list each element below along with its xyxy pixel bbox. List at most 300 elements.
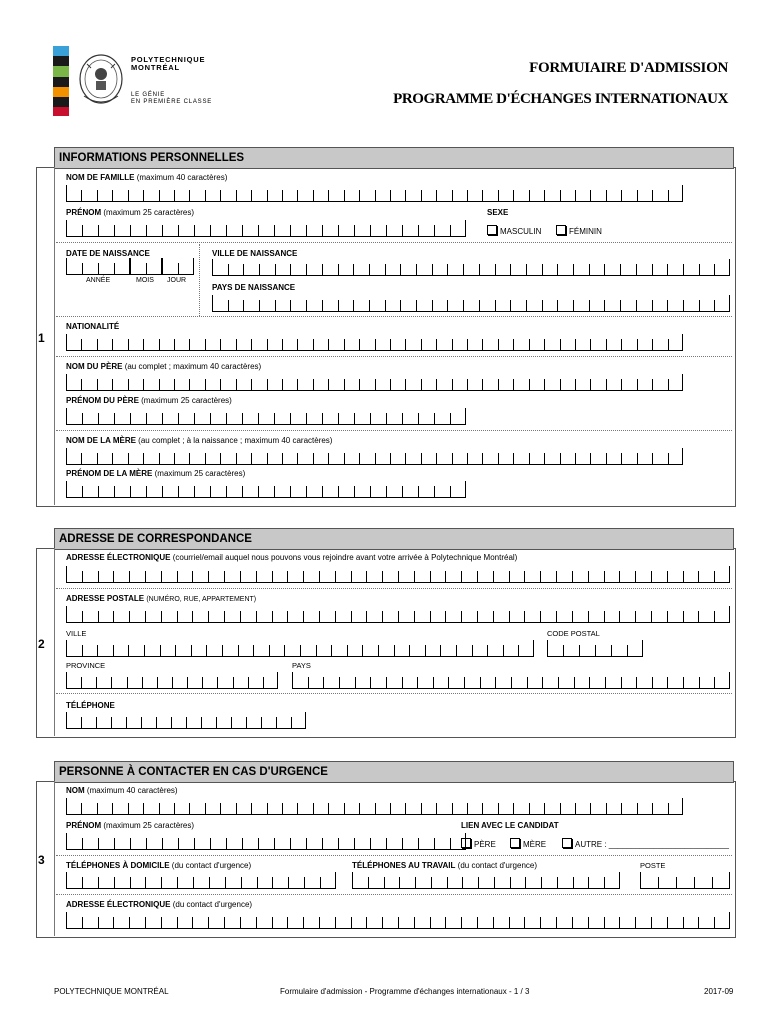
comb-tick [452,339,453,350]
comb-tick [178,486,179,497]
comb-tick [421,453,422,464]
comb-tick [683,300,684,311]
comb-tick [683,611,684,622]
comb-tick [128,803,129,814]
label-mois: MOIS [136,277,154,284]
comb-tick [652,264,653,275]
comb-tick [590,803,591,814]
comb-tick [452,190,453,201]
comb-tick [498,190,499,201]
comb-tick [174,339,175,350]
input-nationalite[interactable] [66,335,683,351]
comb-tick [498,803,499,814]
comb-tick [510,877,511,888]
comb-tick [300,645,301,656]
comb-tick [146,263,147,274]
comb-tick [259,300,260,311]
input-adresse-electronique[interactable] [66,567,730,583]
comb-tick [130,413,131,424]
input-mois[interactable] [130,259,162,275]
comb-tick [386,838,387,849]
checkbox-pere[interactable]: PÈRE [461,838,496,849]
section-number: 2 [38,637,45,651]
comb-tick [66,258,67,274]
comb-tick [258,838,259,849]
comb-tick [212,295,213,311]
comb-tick [143,339,144,350]
row-divider [56,356,732,357]
input-contact-nom[interactable] [66,799,683,815]
comb-tick [287,571,288,582]
logo-tagline: LE GÉNIE EN PREMIÈRE CLASSE [131,92,213,105]
comb-tick [251,803,252,814]
comb-tick [159,190,160,201]
comb-tick [604,877,605,888]
comb-tick [210,838,211,849]
comb-tick [359,803,360,814]
comb-tick [292,672,293,688]
comb-tick [557,300,558,311]
comb-tick [635,917,636,928]
comb-tick [606,453,607,464]
comb-tick [450,486,451,497]
comb-tick [511,677,512,688]
comb-tick [66,334,67,350]
comb-tick [540,611,541,622]
input-nom-famille[interactable] [66,186,683,202]
label-jour: JOUR [167,277,187,284]
comb-tick [322,413,323,424]
comb-tick [479,300,480,311]
comb-tick [306,300,307,311]
row-divider [56,588,732,589]
row-divider [56,855,732,856]
comb-tick [652,300,653,311]
comb-tick [386,413,387,424]
comb-tick [640,872,641,888]
comb-tick [226,225,227,236]
comb-tick [290,264,291,275]
input-annee[interactable] [66,259,130,275]
comb-tick [142,677,143,688]
comb-tick [604,917,605,928]
input-tel-domicile[interactable] [66,873,336,889]
comb-tick [621,190,622,201]
comb-tick [66,712,67,728]
comb-tick [621,379,622,390]
comb-tick [637,339,638,350]
logo-stripe [53,46,69,56]
comb-tick [694,877,695,888]
comb-tick [319,917,320,928]
comb-tick [513,379,514,390]
input-ville[interactable] [66,641,534,657]
comb-tick [145,611,146,622]
logo-stripe [53,77,69,87]
comb-tick [344,453,345,464]
comb-tick [96,717,97,728]
comb-tick [114,413,115,424]
input-poste[interactable] [640,873,730,889]
comb-tick [130,877,131,888]
comb-tick [97,339,98,350]
comb-tick [421,379,422,390]
input-pays-naissance[interactable] [212,296,730,312]
comb-tick [81,339,82,350]
comb-tick [621,803,622,814]
comb-tick [236,339,237,350]
comb-tick [430,611,431,622]
comb-tick [495,300,496,311]
comb-tick [418,413,419,424]
comb-tick [621,339,622,350]
comb-tick [217,677,218,688]
comb-tick [194,413,195,424]
input-pere-nom[interactable] [66,375,683,391]
comb-tick [303,917,304,928]
comb-tick [192,611,193,622]
comb-tick [637,379,638,390]
comb-tick [189,190,190,201]
comb-tick [421,339,422,350]
comb-tick [210,486,211,497]
comb-tick [418,838,419,849]
comb-tick [400,264,401,275]
comb-tick [477,571,478,582]
comb-tick [338,413,339,424]
comb-tick [178,263,179,274]
comb-tick [127,677,128,688]
comb-tick [368,877,369,888]
comb-tick [575,803,576,814]
comb-tick [191,645,192,656]
label-adresse-postale: ADRESSE POSTALE (NUMÉRO, RUE, APPARTEMENT) [66,594,257,603]
seal-icon [76,52,126,110]
comb-tick [448,677,449,688]
comb-tick [433,677,434,688]
comb-tick [143,803,144,814]
comb-tick [590,379,591,390]
input-mere-nom[interactable] [66,449,683,465]
comb-tick [243,264,244,275]
comb-tick [97,453,98,464]
comb-tick [128,339,129,350]
checkbox-autre[interactable]: AUTRE : ___________________________ [562,838,729,849]
input-telephone[interactable] [66,713,306,729]
comb-tick [384,877,385,888]
comb-tick [328,190,329,201]
comb-tick [375,803,376,814]
comb-tick [588,611,589,622]
comb-tick [98,838,99,849]
comb-tick [386,225,387,236]
comb-tick [398,917,399,928]
comb-tick [98,225,99,236]
comb-tick [398,611,399,622]
comb-tick [114,263,115,274]
comb-tick [192,571,193,582]
comb-tick [128,379,129,390]
comb-tick [290,838,291,849]
comb-tick [208,917,209,928]
input-contact-prenom[interactable] [66,834,466,850]
comb-tick [478,877,479,888]
comb-tick [390,803,391,814]
input-tel-travail[interactable] [352,873,620,889]
comb-tick [114,486,115,497]
comb-tick [526,264,527,275]
comb-tick [282,339,283,350]
comb-tick [651,571,652,582]
comb-tick [97,190,98,201]
comb-tick [112,803,113,814]
comb-tick [359,379,360,390]
comb-tick [635,611,636,622]
comb-tick [162,225,163,236]
comb-tick [177,877,178,888]
section-heading: PERSONNE À CONTACTER EN CAS D'URGENCE [54,761,734,783]
comb-tick [572,611,573,622]
comb-tick [267,803,268,814]
comb-tick [421,803,422,814]
comb-tick [205,339,206,350]
input-code-postal[interactable] [547,641,643,657]
comb-tick [518,645,519,656]
input-province[interactable] [66,673,278,689]
comb-tick [141,717,142,728]
checkbox-masculin[interactable]: MASCULIN [487,225,541,236]
comb-tick [146,225,147,236]
comb-tick [369,264,370,275]
logo-stripe [53,97,69,107]
input-contact-email[interactable] [66,913,730,929]
comb-tick [282,379,283,390]
input-pays[interactable] [292,673,730,689]
comb-tick [714,677,715,688]
comb-tick [236,803,237,814]
comb-tick [606,190,607,201]
comb-tick [226,486,227,497]
comb-tick [402,486,403,497]
comb-tick [390,190,391,201]
comb-tick [82,571,83,582]
comb-tick [66,606,67,622]
comb-tick [606,379,607,390]
label-nom-famille: NOM DE FAMILLE (maximum 40 caractères) [66,173,228,182]
comb-tick [637,453,638,464]
comb-tick [402,677,403,688]
comb-tick [344,379,345,390]
checkbox-icon [510,838,520,848]
comb-tick [366,571,367,582]
comb-tick [493,611,494,622]
comb-tick [606,803,607,814]
comb-tick [320,877,321,888]
label-tel-travail: TÉLÉPHONES AU TRAVAIL (du contact d'urgence) [352,861,538,870]
comb-tick [291,717,292,728]
comb-tick [668,379,669,390]
comb-tick [527,677,528,688]
comb-tick [171,717,172,728]
comb-tick [98,877,99,888]
comb-tick [456,645,457,656]
comb-tick [667,611,668,622]
comb-tick [126,717,127,728]
comb-tick [370,838,371,849]
comb-tick [258,413,259,424]
comb-tick [398,571,399,582]
comb-tick [619,917,620,928]
comb-tick [386,677,387,688]
comb-tick [236,379,237,390]
comb-tick [216,717,217,728]
comb-tick [651,917,652,928]
input-pere-prenom[interactable] [66,409,466,425]
comb-tick [338,264,339,275]
comb-tick [525,877,526,888]
comb-tick [322,838,323,849]
comb-tick [699,677,700,688]
comb-tick [699,300,700,311]
comb-tick [98,486,99,497]
comb-tick [402,225,403,236]
input-jour[interactable] [162,259,194,275]
comb-tick [482,453,483,464]
comb-tick [161,571,162,582]
comb-tick [130,486,131,497]
input-adresse-postale[interactable] [66,607,730,623]
comb-tick [174,379,175,390]
comb-tick [605,677,606,688]
comb-tick [282,453,283,464]
comb-tick [297,339,298,350]
comb-tick [66,185,67,201]
comb-tick [267,339,268,350]
comb-tick [606,339,607,350]
comb-tick [111,717,112,728]
comb-tick [620,300,621,311]
label-province: PROVINCE [66,661,106,670]
comb-tick [526,300,527,311]
comb-tick [224,917,225,928]
comb-tick [208,571,209,582]
logo-name: POLYTECHNIQUE MONTRÉAL [131,55,206,72]
comb-tick [297,379,298,390]
comb-tick [66,448,67,464]
comb-tick [394,645,395,656]
label-mere-nom: NOM DE LA MÈRE (au complet ; à la naissance ; maximum 40 caractères) [66,436,333,445]
logo-stripe [53,56,69,66]
section-divider [54,781,55,936]
comb-tick [112,453,113,464]
comb-tick [513,190,514,201]
comb-tick [143,453,144,464]
comb-tick [114,838,115,849]
input-ville-naissance[interactable] [212,260,730,276]
comb-tick [174,803,175,814]
comb-tick [205,190,206,201]
comb-tick [575,190,576,201]
comb-tick [306,225,307,236]
label-tel-domicile: TÉLÉPHONES À DOMICILE (du contact d'urgence) [66,861,252,870]
checkbox-feminin[interactable]: FÉMININ [556,225,602,236]
comb-tick [465,220,466,236]
comb-tick [174,453,175,464]
comb-tick [256,611,257,622]
comb-tick [274,413,275,424]
comb-tick [619,872,620,888]
comb-tick [405,339,406,350]
comb-tick [563,645,564,656]
comb-tick [220,190,221,201]
row-divider [56,430,732,431]
comb-tick [450,225,451,236]
comb-tick [113,645,114,656]
comb-tick [712,877,713,888]
comb-tick [238,645,239,656]
comb-tick [450,838,451,849]
comb-tick [619,611,620,622]
comb-tick [276,717,277,728]
comb-tick [636,300,637,311]
comb-tick [667,677,668,688]
checkbox-icon [556,225,566,235]
comb-tick [415,877,416,888]
comb-tick [82,413,83,424]
comb-tick [319,571,320,582]
comb-tick [353,264,354,275]
comb-tick [682,448,683,464]
comb-tick [544,803,545,814]
comb-tick [434,413,435,424]
comb-tick [241,877,242,888]
comb-tick [354,413,355,424]
comb-tick [129,571,130,582]
comb-tick [667,264,668,275]
comb-tick [461,611,462,622]
comb-tick [112,190,113,201]
comb-tick [378,645,379,656]
comb-tick [205,803,206,814]
input-mere-prenom[interactable] [66,482,466,498]
comb-tick [533,640,534,656]
comb-tick [156,717,157,728]
comb-tick [335,611,336,622]
comb-tick [714,264,715,275]
comb-tick [652,379,653,390]
comb-tick [658,877,659,888]
comb-tick [146,838,147,849]
comb-tick [81,453,82,464]
comb-tick [667,300,668,311]
comb-tick [206,645,207,656]
checkbox-mere[interactable]: MÈRE [510,838,546,849]
comb-tick [651,611,652,622]
input-prenom[interactable] [66,221,466,237]
section-heading: INFORMATIONS PERSONNELLES [54,147,734,169]
comb-tick [635,571,636,582]
comb-tick [290,300,291,311]
comb-tick [129,917,130,928]
comb-tick [547,640,548,656]
comb-tick [351,917,352,928]
comb-tick [447,877,448,888]
comb-tick [540,917,541,928]
comb-tick [194,838,195,849]
comb-tick [328,379,329,390]
comb-tick [729,295,730,311]
comb-tick [354,838,355,849]
